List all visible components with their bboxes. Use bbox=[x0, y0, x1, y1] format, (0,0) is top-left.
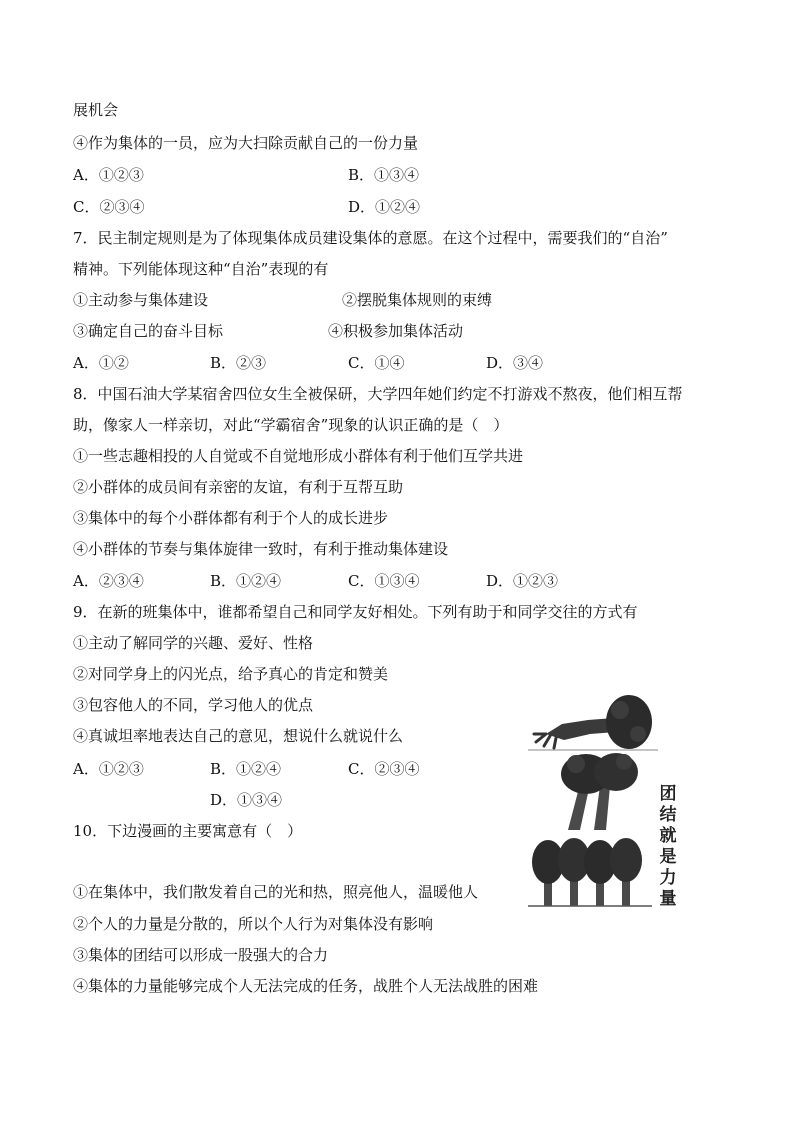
q6-option-a: A．①②③ bbox=[73, 166, 144, 184]
q10-item-3: ③集体的团结可以形成一股强大的合力 bbox=[73, 946, 329, 964]
q6-option-c: C．②③④ bbox=[73, 198, 145, 216]
q6-option-b: B．①③④ bbox=[348, 166, 420, 184]
q7-item-4: ④积极参加集体活动 bbox=[328, 322, 464, 340]
q8-option-c: C．①③④ bbox=[348, 572, 420, 590]
q8-item-4: ④小群体的节奏与集体旋律一致时，有利于推动集体建设 bbox=[73, 540, 449, 558]
q8-stem-line2: 助，像家人一样亲切，对此“学霸宿舍”现象的认识正确的是（ ） bbox=[73, 416, 509, 434]
caption-char: 力 bbox=[659, 868, 677, 888]
q9-item-2: ②对同学身上的闪光点，给予真心的肯定和赞美 bbox=[73, 665, 389, 683]
q8-item-2: ②小群体的成员间有亲密的友谊，有利于互帮互助 bbox=[73, 478, 404, 496]
caption-char: 就 bbox=[659, 826, 677, 846]
q9-option-d: D．①③④ bbox=[210, 791, 283, 809]
q8-option-b: B．①②④ bbox=[210, 572, 282, 590]
caption-char: 是 bbox=[659, 847, 677, 867]
q10-item-1: ①在集体中，我们散发着自己的光和热，照亮他人，温暖他人 bbox=[73, 883, 479, 901]
q10-item-2: ②个人的力量是分散的，所以个人行为对集体没有影响 bbox=[73, 915, 434, 933]
q9-item-4: ④真诚坦率地表达自己的意见，想说什么就说什么 bbox=[73, 727, 404, 745]
caption-char: 量 bbox=[659, 889, 677, 909]
q8-option-d: D．①②③ bbox=[486, 572, 559, 590]
q8-option-a: A．②③④ bbox=[73, 572, 144, 590]
q7-item-1: ①主动参与集体建设 bbox=[73, 291, 209, 309]
q10-item-4: ④集体的力量能够完成个人无法完成的任务，战胜个人无法战胜的困难 bbox=[73, 977, 539, 995]
q7-stem-line2: 精神。下列能体现这种“自治”表现的有 bbox=[73, 260, 329, 278]
q7-option-b: B．②③ bbox=[210, 354, 267, 372]
q7-option-c: C．①④ bbox=[348, 354, 405, 372]
q7-item-2: ②摆脱集体规则的束缚 bbox=[342, 291, 493, 309]
q8-item-1: ①一些志趣相投的人自觉或不自觉地形成小群体有利于他们互学共进 bbox=[73, 447, 524, 465]
two-trees-panel bbox=[561, 753, 638, 830]
cartoon-caption bbox=[657, 784, 679, 910]
q9-option-a: A．①②③ bbox=[73, 760, 144, 778]
q8-stem-line1: 8．中国石油大学某宿舍四位女生全被保研，大学四年她们约定不打游戏不熬夜，他们相互帮 bbox=[73, 385, 683, 403]
q10-stem: 10．下边漫画的主要寓意有（ ） bbox=[73, 822, 303, 840]
q6-option-d: D．①②④ bbox=[348, 198, 421, 216]
q7-option-d: D．③④ bbox=[486, 354, 544, 372]
q6-text-line: 展机会 bbox=[73, 101, 119, 119]
caption-char: 团 bbox=[659, 784, 677, 804]
single-tree-panel bbox=[528, 695, 658, 750]
four-trees-panel bbox=[528, 838, 652, 906]
q8-item-3: ③集体中的每个小群体都有利于个人的成长进步 bbox=[73, 509, 389, 527]
q9-option-c: C．②③④ bbox=[348, 760, 420, 778]
q9-stem: 9．在新的班集体中，谁都希望自己和同学友好相处。下列有助于和同学交往的方式有 bbox=[73, 603, 638, 621]
q7-stem-line1: 7．民主制定规则是为了体现集体成员建设集体的意愿。在这个过程中，需要我们的“自治” bbox=[73, 229, 668, 247]
q9-item-1: ①主动了解同学的兴趣、爱好、性格 bbox=[73, 634, 314, 652]
q7-option-a: A．①② bbox=[73, 354, 129, 372]
q9-item-3: ③包容他人的不同，学习他人的优点 bbox=[73, 696, 314, 714]
q7-item-3: ③确定自己的奋斗目标 bbox=[73, 322, 224, 340]
caption-char: 结 bbox=[659, 805, 677, 825]
q9-option-b: B．①②④ bbox=[210, 760, 282, 778]
q6-item-4: ④作为集体的一员，应为大扫除贡献自己的一份力量 bbox=[73, 134, 419, 152]
